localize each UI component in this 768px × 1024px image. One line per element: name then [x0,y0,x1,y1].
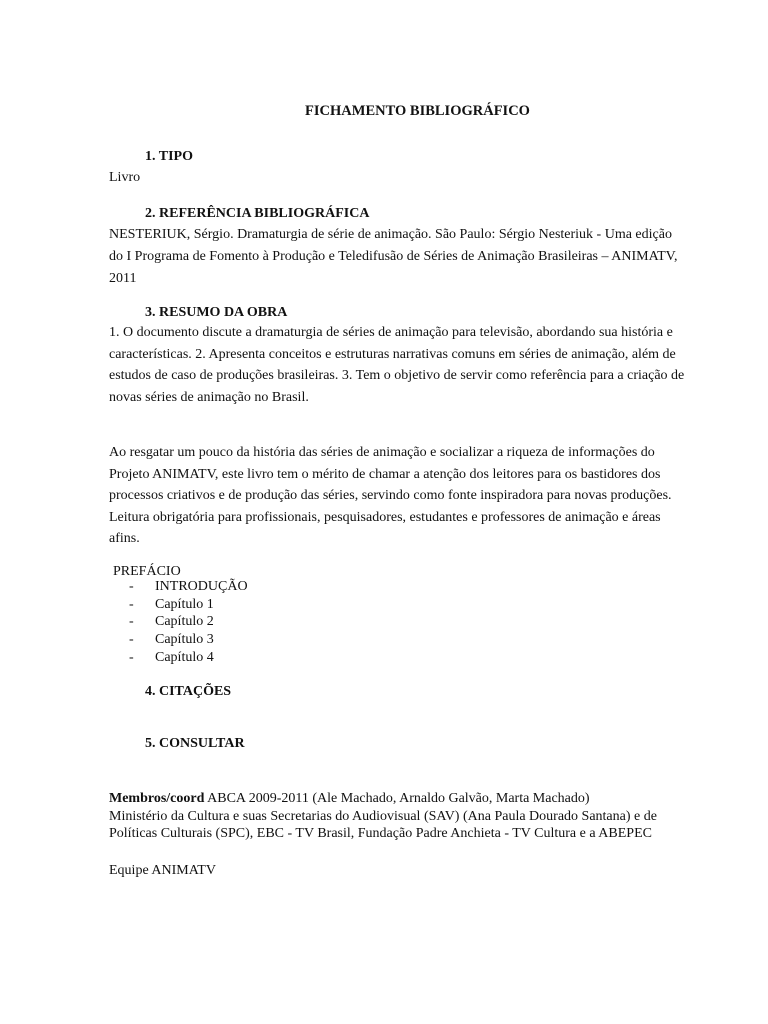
description-line: Projeto ANIMATV, este livro tem o mérito de chamar a atenção dos leitores para os bastidores dos [109,466,661,482]
toc-item [129,649,248,667]
section-heading-resumo: 3. RESUMO DA OBRA [145,305,288,320]
toc-dash: - [129,596,134,612]
toc-dash: - [129,614,134,630]
section-body-resumo [109,322,699,408]
summary-line: 1. O documento discute a dramaturgia de séries de animação para televisão, abordando sua história e [109,325,673,340]
ministry-line: Políticas Culturais (SPC), EBC - TV Brasil, Fundação Padre Anchieta - TV Cultura e a ABEPEC [109,826,652,841]
summary-line: estudos de caso de produções brasileiras. 3. Tem o objetivo de servir como referência para a criação de [109,368,685,383]
document-title: FICHAMENTO BIBLIOGRÁFICO [305,103,530,119]
toc-item [129,578,248,596]
toc-item [129,613,248,631]
toc-item [129,596,248,614]
toc-item-label: INTRODUÇÃO [155,579,248,594]
toc-dash: - [129,649,134,665]
summary-line: características. 2. Apresenta conceitos e estruturas narrativas comuns em séries de animação, além de [109,346,676,362]
description-line: processos criativos e de produção das séries, servindo como fonte inspiradora para novas produções. [109,488,672,503]
book-description [109,442,699,550]
toc-item-label: Capítulo 4 [155,649,214,665]
section-body-tipo: Livro [109,170,141,185]
summary-line: novas séries de animação no Brasil. [109,389,309,405]
reference-line: 2011 [109,271,137,286]
toc-list [129,578,248,666]
toc-dash: - [129,579,134,594]
toc-item-label: Capítulo 3 [155,632,214,648]
description-line: Ao resgatar um pouco da história das séries de animação e socializar a riqueza de informações do [109,445,655,460]
toc-item [129,631,248,649]
section-heading-referencia: 2. REFERÊNCIA BIBLIOGRÁFICA [145,206,370,221]
section-heading-consultar: 5. CONSULTAR [145,736,245,751]
reference-line: NESTERIUK, Sérgio. Dramaturgia de série de animação. São Paulo: Sérgio Nesteriuk - Uma edição [109,227,672,242]
members-line [109,790,709,808]
ministry-line: Ministério da Cultura e suas Secretarias do Audiovisual (SAV) (Ana Paula Dourado Santana) e de [109,808,657,824]
members-text: ABCA 2009-2011 (Ale Machado, Arnaldo Galvão, Marta Machado) [204,791,590,806]
toc-heading: PREFÁCIO [113,564,181,579]
section-body-referencia [109,224,699,290]
section-heading-citacoes: 4. CITAÇÕES [145,684,232,699]
toc-item-label: Capítulo 2 [155,614,214,630]
description-line: afins. [109,531,140,546]
toc-item-label: Capítulo 1 [155,596,214,612]
description-line: Leitura obrigatória para profissionais, pesquisadores, estudantes e professores de animação e áreas [109,509,661,525]
toc-dash: - [129,632,134,648]
section-heading-tipo: 1. TIPO [145,149,193,164]
reference-line: do I Programa de Fomento à Produção e Teledifusão de Séries de Animação Brasileiras – ANIMATV, [109,249,678,264]
team-line: Equipe ANIMATV [109,863,216,878]
credits-block [109,790,709,843]
members-label: Membros/coord [109,791,205,806]
